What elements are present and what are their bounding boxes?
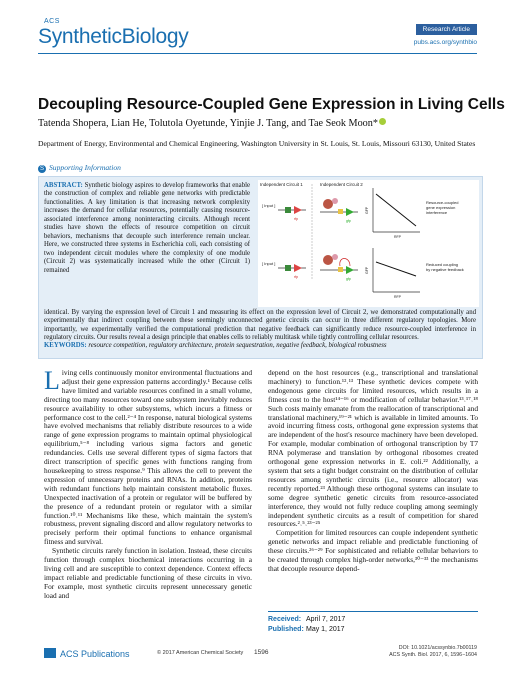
abstract-label: ABSTRACT: <box>44 182 83 189</box>
authors-text: Tatenda Shopera, Lian He, Tolutola Oyetunde, Yinjie J. Tang, and Tae Seok Moon* <box>38 118 378 129</box>
keywords <box>44 342 476 350</box>
journal-logo[interactable]: SyntheticBiology <box>38 25 189 48</box>
plot-line-bottom <box>376 262 416 276</box>
publisher-name: ACS Publications <box>60 649 130 659</box>
gfp-gene-top <box>346 208 354 216</box>
polymerase-top <box>332 198 338 204</box>
supporting-info-icon: S <box>39 166 44 172</box>
drop-cap: L <box>44 366 60 395</box>
body-column-right <box>268 369 478 574</box>
promoter-top <box>285 207 291 213</box>
author-list <box>38 118 386 129</box>
paragraph-1 <box>44 366 252 547</box>
abstract-text-wrapped <box>44 182 250 275</box>
paragraph-3: depend on the host resources (e.g., transcriptional and translational machinery) to function.¹²˒¹³ These synthetic devices compete with endogenous gene circuits for limited resources, which results in a fitness cost to the host¹⁴⁻¹⁶ or modification of cellular behavior.¹³˒¹⁷˒¹⁸ Such costs mainly emanate from the reallocation of transcriptional and translational machinery,¹⁹⁻²¹ which is available in limited amounts. To avoid incurring fitness costs, orthogonal gene expression systems that are independent of the host's resource machinery have been developed. For example, modular combination of orthogonal transcription by T7 RNA polymerase and translation by orthogonal ribosomes created orthogonal gene expression networks in E. coli.²² Additionally, a system that sets a tight budget constraint on the distribution of cellular resources among synthetic circuits (i.e., resource allocator) was recently reported.²³ Although these orthogonal systems can insulate to some degree synthetic genetic circuits from resource-associated interference, they would not fully reduce coupling among seemingly independent synthetic circuits as a result of competition for shared resources.²˒⁵˒²³⁻²⁵ <box>268 368 478 529</box>
rfp-label-top: rfp <box>294 217 299 221</box>
acs-logo-icon <box>44 648 56 658</box>
ribosome-top <box>323 199 333 209</box>
keywords-values: resource competition, regulatory architecture, protein sequestration, negative feedback, biological robustness <box>88 342 387 349</box>
annotation-top: Resource-coupled gene expression interference <box>426 200 459 215</box>
input-label-top: [ Input ] <box>262 203 276 208</box>
polymerase-bottom <box>332 254 338 260</box>
abstract-body-1: Synthetic biology aspires to develop frameworks that enable the construction of complex and reliable gene networks with predictable functionalities. A key limitation is that increasing network complexity increases the demand for cellular resources, potentially causing resource-associated interference among noninteracting circuits. Although recent studies have shown the effects of resource competition on circuit behaviors, mechanisms that decouple such interference remain unclear. Here, we constructed three systems in Escherichia coli, each consisting of two independent circuit modules where the complexity of one module (Circuit 2) was systematically increased while the other (Circuit 1) remained <box>44 182 250 274</box>
plot-y-label-top: GFP <box>365 206 369 214</box>
publisher-logo[interactable] <box>44 648 130 659</box>
page-number: 1596 <box>254 649 269 656</box>
published-label: Published: <box>268 626 304 633</box>
supporting-info-label: Supporting Information <box>49 163 121 172</box>
doi-citation <box>389 645 477 659</box>
keywords-label: KEYWORDS: <box>44 342 87 349</box>
gfp-label-top: gfp <box>346 219 351 223</box>
received-label: Received: <box>268 616 302 623</box>
body-column-left <box>44 366 252 601</box>
input-label-bottom: [ Input ] <box>262 261 276 266</box>
article-title: Decoupling Resource-Coupled Gene Expression in Living Cells <box>38 96 505 113</box>
feedback-arc <box>340 259 350 267</box>
article-type-badge: Research Article <box>416 24 477 35</box>
rfp-label-bottom: rfp <box>294 275 299 279</box>
promoter-bottom <box>285 265 291 271</box>
journal-logo-acs: ACS <box>44 18 60 25</box>
toc-graphic-svg <box>258 180 479 307</box>
header-divider <box>38 53 477 54</box>
publication-dates <box>268 611 478 635</box>
gfp-promoter-top <box>338 209 343 214</box>
supporting-info-link[interactable] <box>38 163 121 173</box>
paragraph-4: Competition for limited resources can couple independent synthetic genetic networks and impact reliable and predictable functioning of these circuits.²⁶⁻²⁹ For sophisticated and reliable cellular behaviors to be created through complex high-order networks,³⁰⁻³³ the mechanisms that decouple resource depend- <box>268 528 478 573</box>
affiliation: Department of Energy, Environmental and Chemical Engineering, Washington University in St. Louis, St. Louis, Missouri 63130, United States <box>38 139 476 148</box>
gfp-gene-bottom <box>346 266 354 274</box>
citation: ACS Synth. Biol. 2017, 6, 1596−1604 <box>389 652 477 658</box>
ribosome-bottom <box>323 255 333 265</box>
plot-line-top <box>376 194 416 226</box>
plot-y-label-bottom: GFP <box>365 266 369 274</box>
doi-link[interactable]: DOI: 10.1021/acssynbio.7b00119 <box>398 645 477 651</box>
toc-graphic <box>258 180 479 307</box>
orcid-icon[interactable] <box>379 118 386 125</box>
published-row <box>268 625 478 635</box>
abstract-text-full: identical. By varying the expression level of Circuit 1 and measuring its effect on the expression level of Circuit 2, we demonstrated computationally and experimentally that indirect coupling between these seemingly unconnected genetic circuits can occur in three different regulatory topologies. More importantly, we experimentally verified the computational prediction that negative feedback can significantly reduce resource-coupled interference in regulatory circuits. Our results reveal a design principle that enables cells to reliably multitask while tightly controlling cellular resources. <box>44 309 476 342</box>
published-date: May 1, 2017 <box>306 626 345 633</box>
rfp-gene-bottom <box>294 264 302 272</box>
gfp-label-bottom: gfp <box>346 277 351 281</box>
paragraph-1-text: iving cells continuously monitor environmental fluctuations and adjust their gene expression patterns accordingly.¹ Because cells have limited and variable resources confined in a small volume, directing too many resources toward one subsystem inevitably reduces resource availability to other subsystems, which incurs a fitness or performance cost to the cell.²⁻⁴ In response, natural biological systems have evolved mechanisms that reliably distribute resources to a wide range of gene expression programs to maintain optimal physiological equilibrium,⁵⁻⁸ including various sigma factors and genetic redundancies. Cells use several different types of sigma factors that direct transcription of specific genes with functions ranging from housekeeping to stress response.⁹ This allows the cell to prevent the expression of unnecessary proteins and RNAs. In addition, proteins with redundant functions help maintain consistent metabolic fluxes. Unexpected inactivation of a protein or regulator will be buffered by the presence of a redundant protein or regulator with a similar function.¹⁰˒¹¹ Mechanisms like these, which maintain the system's robustness, prevent signaling discord and allow regulatory networks to precisely perform their optimal functions to enhance organismal fitness and survival. <box>44 368 252 547</box>
annotation-bottom: Reduced coupling by negative feedback <box>426 262 464 272</box>
circuit1-label: Independent Circuit 1 <box>260 182 303 187</box>
gfp-promoter-bottom <box>338 267 343 272</box>
circuit2-label: Independent Circuit 2 <box>320 182 363 187</box>
copyright: © 2017 American Chemical Society <box>157 650 244 656</box>
received-date: April 7, 2017 <box>306 616 346 623</box>
rfp-gene-top <box>294 206 302 214</box>
journal-url-link[interactable]: pubs.acs.org/synthbio <box>413 39 477 46</box>
paragraph-2: Synthetic circuits rarely function in isolation. Instead, these circuits function through complex biochemical interactions occurring in a living cell and are susceptible to context dependence. Context effects impact reliable and predictable functioning of these circuits in vivo. For example, most synthetic circuits represent unnecessary genetic load and <box>44 546 252 600</box>
plot-x-label-top: RFP <box>394 235 401 239</box>
received-row <box>268 615 478 625</box>
plot-x-label-bottom: RFP <box>394 295 401 299</box>
